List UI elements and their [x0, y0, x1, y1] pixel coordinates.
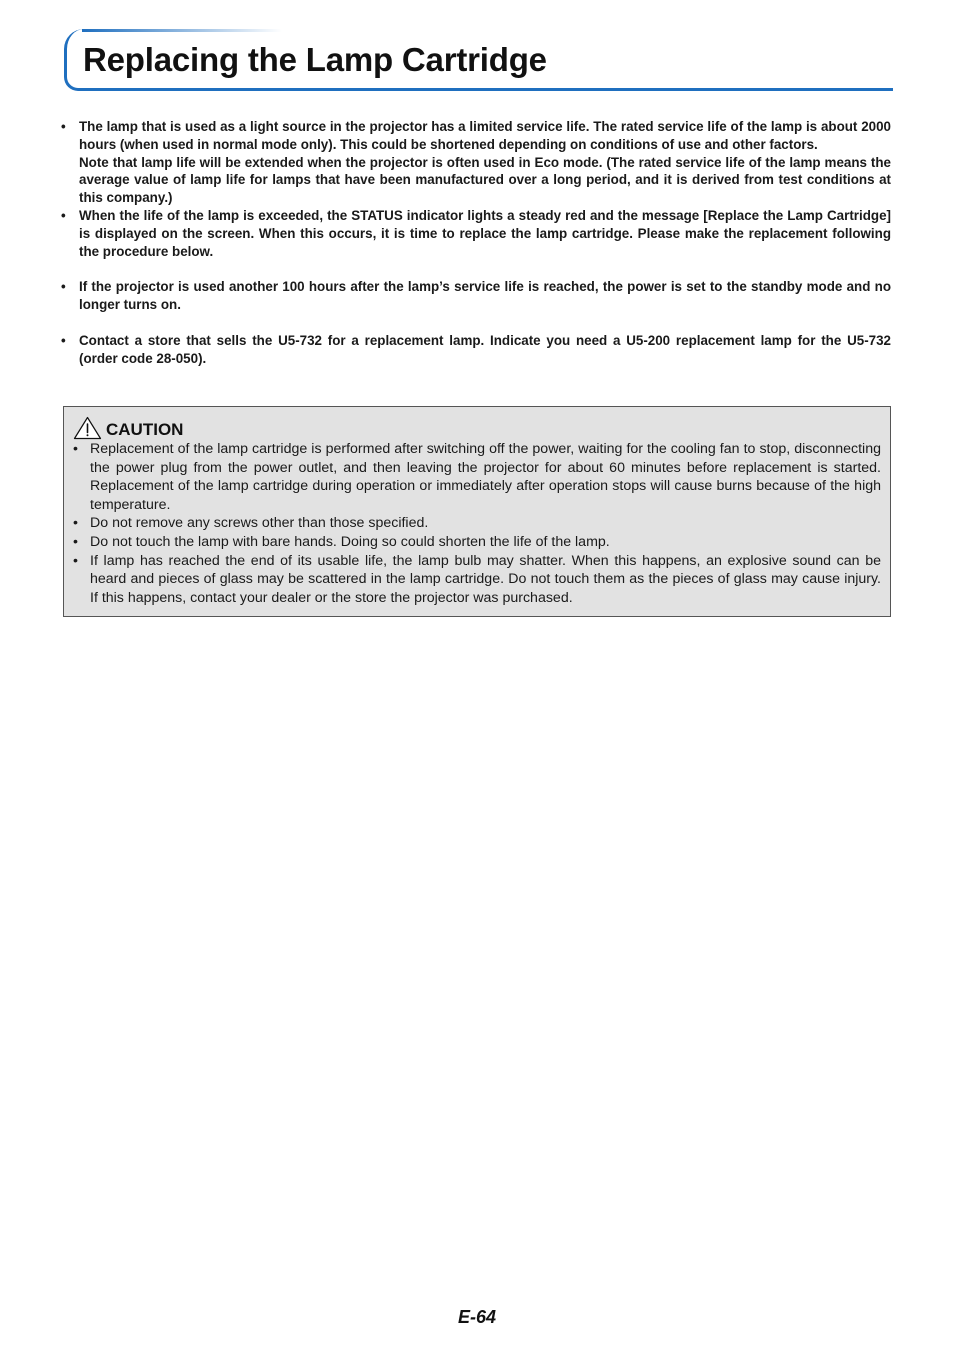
caution-title: CAUTION: [106, 419, 184, 439]
bullet-marker: •: [61, 207, 66, 223]
warning-triangle-icon: [73, 416, 102, 440]
caution-item: [73, 533, 881, 552]
bullet-paragraph: Contact a store that sells the U5-732 for a replacement lamp. Indicate you need a U5-200 replacement lamp for the U5-732 (order code 28-050).: [79, 332, 891, 366]
bullet-paragraph: The lamp that is used as a light source in the projector has a limited service life. The rated service life of the lamp is about 2000 hours (when used in normal mode only). This could be shortened depending on conditions of use and other factors.: [79, 119, 891, 152]
header-accent-line: [82, 29, 282, 32]
bullet-marker: •: [61, 119, 66, 134]
bullet-paragraph: If the projector is used another 100 hours after the lamp’s service life is reached, the power is set to the standby mode and no longer turns on.: [79, 279, 891, 313]
intro-bullet: [61, 207, 891, 260]
page-header: [64, 29, 893, 93]
intro-bullet-list: [61, 118, 891, 368]
bullet-paragraph: When the life of the lamp is exceeded, the STATUS indicator lights a steady red and the message [Replace the Lamp Cartridge] is displayed on the screen. When this occurs, it is time to replace the lamp cartridge. Please make the replacement following the procedure below.: [79, 207, 891, 259]
page-number: E-64: [457, 1307, 497, 1327]
caution-item-text: If lamp has reached the end of its usable life, the lamp bulb may shatter. When this happens, an explosive sound can be heard and pieces of glass may be scattered in the lamp cartridge. Do not touch them as the pieces of glass may cause injury. If this happens, contact your dealer or the store the projector was purchased.: [90, 552, 881, 606]
bullet-marker: •: [61, 279, 66, 295]
bullet-marker: •: [73, 552, 78, 569]
intro-bullet: [61, 118, 891, 207]
caution-item-text: Do not touch the lamp with bare hands. Doing so could shorten the life of the lamp.: [90, 533, 610, 550]
caution-item: [73, 514, 881, 533]
intro-bullet: [61, 278, 891, 314]
caution-item-text: Do not remove any screws other than those specified.: [90, 515, 429, 532]
caution-header: [73, 416, 183, 440]
bullet-marker: •: [61, 332, 66, 348]
intro-bullet: [61, 332, 891, 368]
caution-item: [73, 440, 881, 514]
caution-item-text: Replacement of the lamp cartridge is performed after switching off the power, waiting for the cooling fan to stop, disconnecting the power plug from the power outlet, and then leaving the projector for about 60 minutes before replacement is started. Replacement of the lamp cartridge during operation or immediately after operation stops will cause burns because of the high temperature.: [90, 441, 881, 513]
bullet-marker: •: [73, 515, 78, 532]
page-title: Replacing the Lamp Cartridge: [83, 41, 547, 78]
caution-item: [73, 552, 881, 608]
caution-list: [73, 440, 881, 607]
caution-box: [63, 406, 891, 617]
bullet-marker: •: [73, 533, 78, 550]
bullet-paragraph: Note that lamp life will be extended when the projector is often used in Eco mode. (The rated service life of the lamp means the average value of lamp life for lamps that have been manufactured over a long period, and it is derived from test conditions at this company.): [79, 154, 891, 206]
bullet-marker: •: [73, 441, 78, 457]
